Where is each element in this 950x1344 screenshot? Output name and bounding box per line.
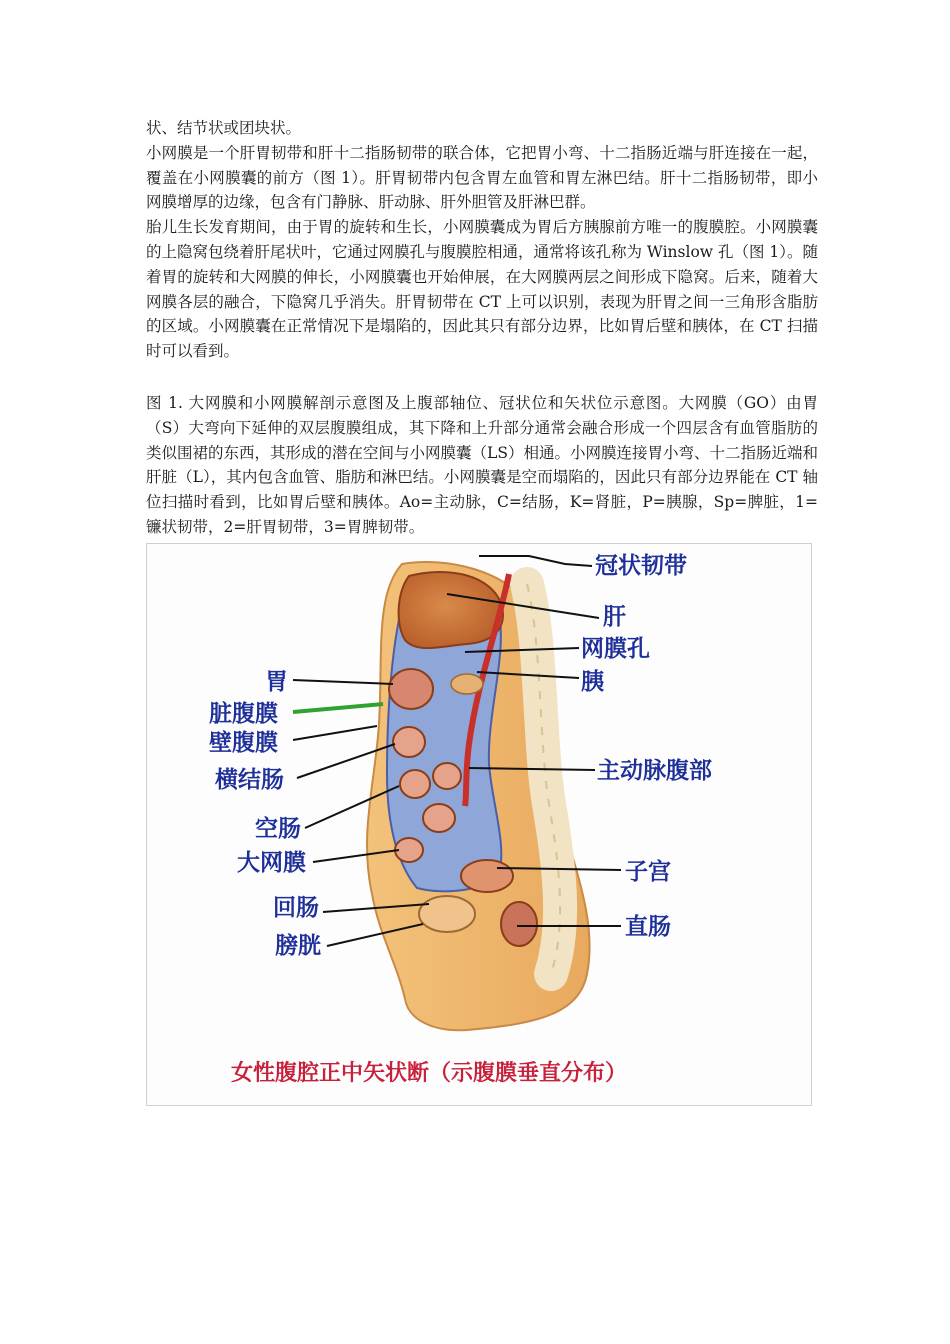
sagittal-section-illustration — [147, 544, 811, 1105]
label-coronary-ligament: 冠状韧带 — [595, 553, 687, 579]
paragraph-1: 状、结节状或团块状。 — [146, 119, 302, 137]
stomach — [389, 669, 433, 709]
label-jejunum: 空肠 — [255, 816, 301, 842]
label-stomach: 胃 — [265, 669, 288, 695]
label-greater-omentum: 大网膜 — [237, 850, 306, 876]
label-uterus: 子宫 — [625, 859, 671, 885]
label-ileum: 回肠 — [273, 895, 319, 921]
label-rectum: 直肠 — [625, 914, 671, 940]
label-transverse-colon: 横结肠 — [215, 767, 284, 793]
label-liver: 肝 — [603, 604, 626, 630]
rectum — [501, 902, 537, 946]
labels-right — [581, 553, 712, 940]
figure-caption-text: 图 1. 大网膜和小网膜解剖示意图及上腹部轴位、冠状位和矢状位示意图。大网膜（GO）由胃（S）大弯向下延伸的双层腹膜组成，其下降和上升部分通常会融合形成一个四层含有血管脂肪的类似围裙的东西，其形成的潜在空间与小网膜囊（LS）相通。小网膜连接胃小弯、十二指肠近端和肝脏（L），其内包含血管、脂肪和淋巴结。小网膜囊是空而塌陷的，因此只有部分边界能在 CT 轴位扫描时看到，比如胃后壁和胰体。Ao=主动脉，C=结肠，K=肾脏，P=胰腺，Sp=脾脏，1=镰状韧带，2=肝胃韧带，3=胃脾韧带。 — [146, 394, 818, 536]
label-parietal-peritoneum: 壁腹膜 — [209, 730, 278, 756]
bladder — [419, 896, 475, 932]
body-text — [146, 116, 818, 364]
label-bladder: 膀胱 — [275, 933, 321, 959]
pancreas — [451, 674, 483, 694]
figure-caption — [146, 391, 818, 540]
uterus — [461, 860, 513, 892]
paragraph-3: 胎儿生长发育期间，由于胃的旋转和生长，小网膜囊成为胃后方胰腺前方唯一的腹膜腔。小网膜囊的上隐窝包绕着肝尾状叶，它通过网膜孔与腹膜腔相通，通常将该孔称为 Winslow 孔（图 1）。随着胃的旋转和大网膜的伸长，小网膜囊也开始伸展，在大网膜两层之间形成下隐窝。后来，随着大网膜各层的融合，下隐窝几乎消失。肝胃韧带在 CT 上可以识别，表现为肝胃之间一三角形含脂肪的区域。小网膜囊在正常情况下是塌陷的，因此其只有部分边界，比如胃后壁和胰体，在 CT 扫描时可以看到。 — [146, 218, 819, 361]
paragraph-2: 小网膜是一个肝胃韧带和肝十二指肠韧带的联合体，它把胃小弯、十二指肠近端与肝连接在一起，覆盖在小网膜囊的前方（图 1）。肝胃韧带内包含胃左血管和胃左淋巴结。肝十二指肠韧带，即小网膜增厚的边缘，包含有门静脉、肝动脉、肝外胆管及肝淋巴群。 — [146, 143, 818, 212]
label-visceral-peritoneum: 脏腹膜 — [209, 701, 278, 727]
label-epiploic-foramen: 网膜孔 — [581, 636, 650, 662]
visceral-peritoneum-leader — [293, 704, 383, 712]
label-abdominal-aorta: 主动脉腹部 — [597, 758, 712, 784]
label-pancreas: 胰 — [581, 669, 604, 695]
anatomy-figure — [146, 543, 812, 1106]
figure-title: 女性腹腔正中矢状断（示腹膜垂直分布） — [231, 1061, 628, 1086]
